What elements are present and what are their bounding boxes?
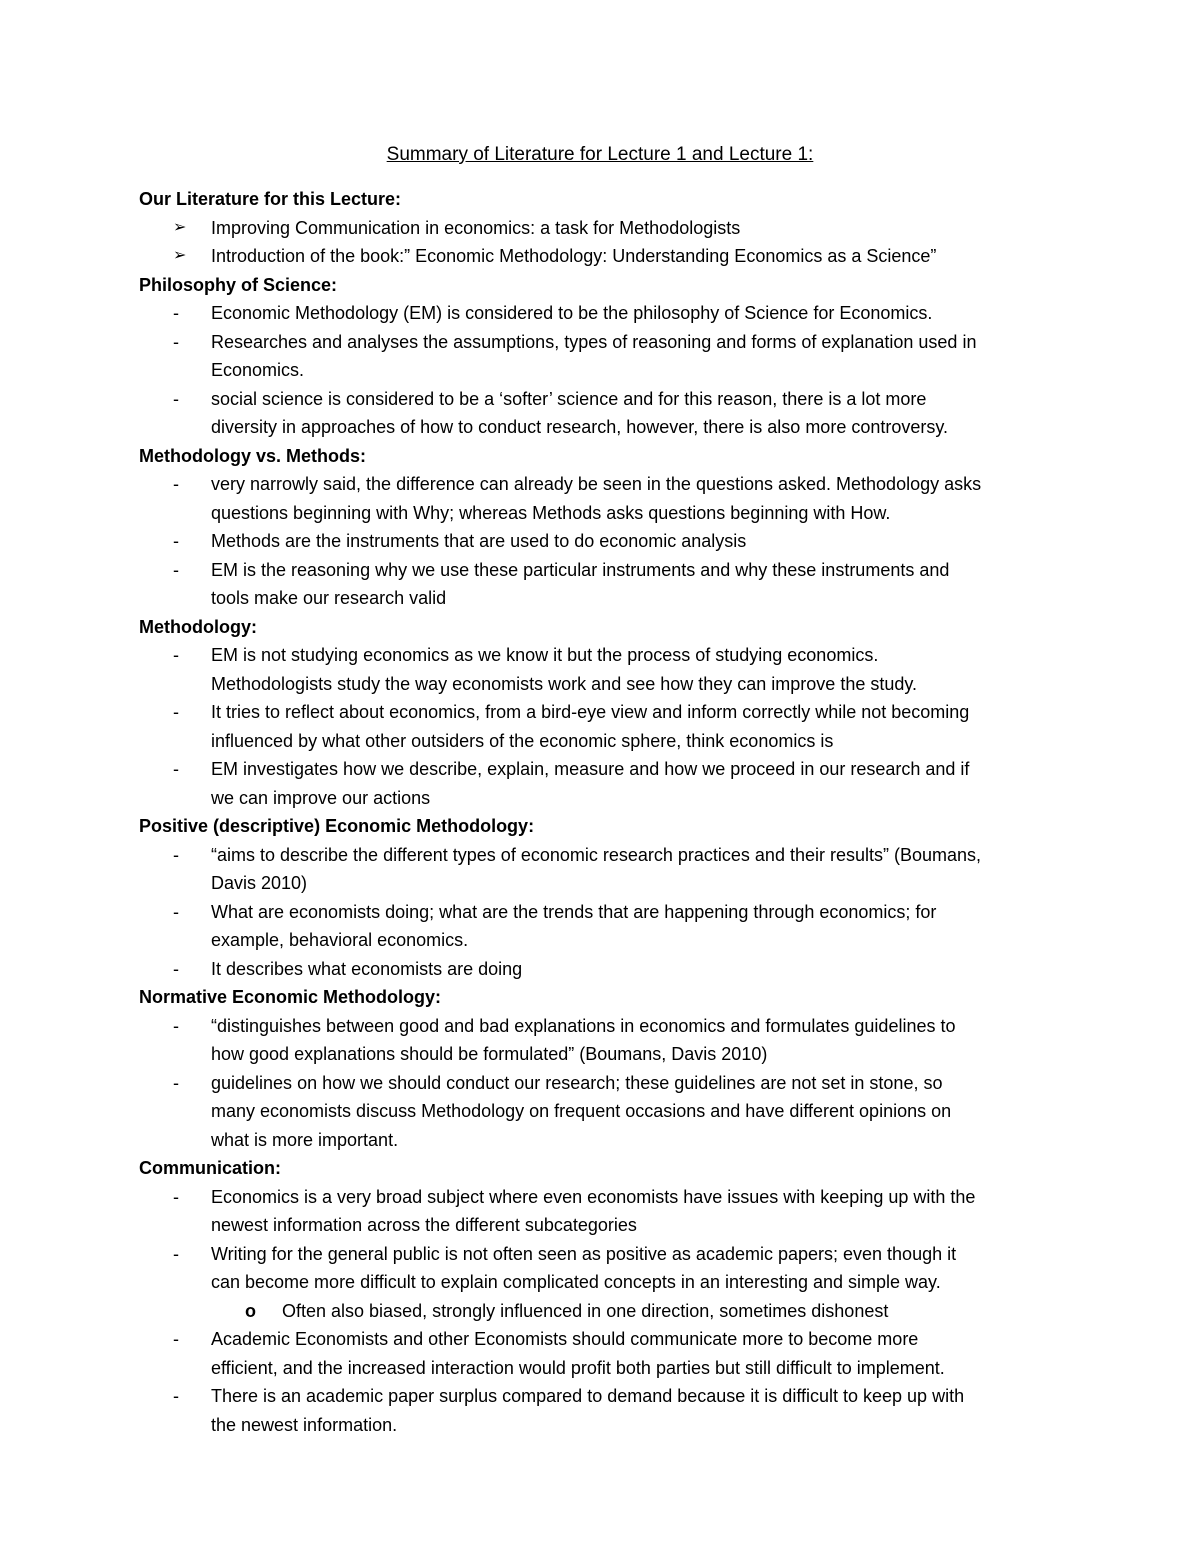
section-heading: Philosophy of Science: bbox=[139, 274, 338, 295]
dash-bullet: - bbox=[173, 901, 179, 922]
list-item-continuation: Davis 2010) bbox=[211, 873, 308, 893]
dash-bullet: - bbox=[173, 1015, 179, 1036]
dash-bullet: - bbox=[173, 531, 179, 551]
list-item bbox=[139, 1012, 1099, 1041]
list-item bbox=[139, 299, 1099, 328]
list-item-text: It tries to reflect about economics, from a bird-eye view and inform correctly while not becoming bbox=[211, 702, 970, 722]
list-item-text: guidelines on how we should conduct our research; these guidelines are not set in stone, so bbox=[211, 1072, 943, 1093]
list-item-continuation: the newest information. bbox=[211, 1414, 398, 1435]
list-item-text: Writing for the general public is not often seen as positive as academic papers; even though it bbox=[211, 1243, 957, 1264]
list-item-text: Improving Communication in economics: a task for Methodologists bbox=[211, 217, 741, 238]
list-item-continuation: Methodologists study the way economists work and see how they can improve the study. bbox=[211, 673, 918, 694]
list-item bbox=[139, 242, 1099, 271]
dash-bullet: - bbox=[173, 844, 179, 865]
dash-bullet: - bbox=[173, 1186, 179, 1207]
list-item-text: Methods are the instruments that are used to do economic analysis bbox=[211, 531, 747, 551]
list-item-text: Economic Methodology (EM) is considered to be the philosophy of Science for Economics. bbox=[211, 303, 933, 323]
list-item-continuation: what is more important. bbox=[211, 1129, 399, 1150]
list-item-continuation: we can improve our actions bbox=[211, 787, 431, 808]
section-heading: Methodology vs. Methods: bbox=[139, 445, 366, 466]
list-item-text: There is an academic paper surplus compared to demand because it is difficult to keep up with bbox=[211, 1386, 965, 1406]
dash-bullet: - bbox=[173, 331, 179, 352]
list-item-continuation: questions beginning with Why; whereas Methods asks questions beginning with How. bbox=[211, 502, 891, 523]
dash-bullet: - bbox=[173, 474, 179, 494]
list-item-text: “distinguishes between good and bad explanations in economics and formulates guidelines to bbox=[211, 1015, 956, 1036]
list-item-text: Economics is a very broad subject where even economists have issues with keeping up with the bbox=[211, 1186, 976, 1207]
arrow-bullet-icon: ➢ bbox=[173, 247, 187, 264]
list-item-continuation: influenced by what other outsiders of the economic sphere, think economics is bbox=[211, 730, 834, 751]
document-title: Summary of Literature for Lecture 1 and Lecture 1: bbox=[386, 144, 814, 165]
section-heading: Communication: bbox=[139, 1158, 281, 1178]
list-item bbox=[139, 1325, 1099, 1354]
arrow-bullet-icon: ➢ bbox=[173, 218, 187, 236]
list-item bbox=[139, 841, 1099, 870]
list-item bbox=[139, 470, 1099, 499]
list-item-text: What are economists doing; what are the trends that are happening through economics; for bbox=[211, 901, 937, 922]
list-item bbox=[139, 1382, 1099, 1411]
list-item bbox=[139, 898, 1099, 927]
list-item bbox=[139, 214, 1099, 243]
list-item bbox=[139, 1183, 1099, 1212]
list-item-continuation: many economists discuss Methodology on frequent occasions and have different opinions on bbox=[211, 1101, 952, 1121]
list-item bbox=[139, 556, 1099, 585]
list-item-continuation: tools make our research valid bbox=[211, 588, 447, 608]
list-item bbox=[139, 527, 1099, 556]
dash-bullet: - bbox=[173, 1072, 179, 1093]
list-item bbox=[139, 1240, 1099, 1269]
dash-bullet: - bbox=[173, 388, 179, 409]
sub-list-item-text: Often also biased, strongly influenced in one direction, sometimes dishonest bbox=[282, 1300, 889, 1321]
dash-bullet: - bbox=[173, 645, 179, 665]
list-item-text: Introduction of the book:” Economic Methodology: Understanding Economics as a Science” bbox=[211, 246, 937, 266]
list-item-text: social science is considered to be a ‘softer’ science and for this reason, there is a lot more bbox=[211, 388, 927, 409]
list-item-continuation: example, behavioral economics. bbox=[211, 930, 469, 950]
dash-bullet: - bbox=[173, 759, 179, 779]
list-item-text: Academic Economists and other Economists should communicate more to become more bbox=[211, 1329, 919, 1349]
list-item-text: EM is the reasoning why we use these particular instruments and why these instruments and bbox=[211, 559, 950, 580]
list-item-continuation: newest information across the different subcategories bbox=[211, 1215, 637, 1235]
section-heading: Methodology: bbox=[139, 616, 257, 637]
list-item-text: It describes what economists are doing bbox=[211, 958, 523, 979]
document-body bbox=[139, 185, 1099, 1439]
dash-bullet: - bbox=[173, 702, 179, 722]
list-item-continuation: Economics. bbox=[211, 360, 305, 380]
circle-bullet: o bbox=[245, 1300, 256, 1321]
list-item bbox=[139, 385, 1099, 414]
dash-bullet: - bbox=[173, 958, 179, 979]
section-heading: Positive (descriptive) Economic Methodology: bbox=[139, 816, 535, 836]
dash-bullet: - bbox=[173, 1329, 179, 1349]
list-item-text: EM investigates how we describe, explain, measure and how we proceed in our research and if bbox=[211, 759, 970, 779]
section-heading: Our Literature for this Lecture: bbox=[139, 189, 402, 209]
dash-bullet: - bbox=[173, 559, 179, 580]
dash-bullet: - bbox=[173, 1386, 179, 1406]
list-item bbox=[139, 1069, 1099, 1098]
section-heading: Normative Economic Methodology: bbox=[139, 987, 442, 1007]
list-item bbox=[139, 641, 1099, 670]
list-item-continuation: diversity in approaches of how to conduct research, however, there is also more controversy. bbox=[211, 417, 949, 437]
dash-bullet: - bbox=[173, 303, 179, 323]
list-item-text: very narrowly said, the difference can already be seen in the questions asked. Methodology asks bbox=[211, 474, 982, 494]
list-item-continuation: how good explanations should be formulated” (Boumans, Davis 2010) bbox=[211, 1044, 768, 1064]
list-item-text: “aims to describe the different types of economic research practices and their results” (Boumans, bbox=[211, 844, 982, 865]
sub-list-item bbox=[139, 1297, 1099, 1326]
list-item bbox=[139, 698, 1099, 727]
list-item bbox=[139, 328, 1099, 357]
list-item bbox=[139, 955, 1099, 984]
list-item-text: EM is not studying economics as we know it but the process of studying economics. bbox=[211, 645, 879, 665]
dash-bullet: - bbox=[173, 1243, 179, 1264]
list-item bbox=[139, 755, 1099, 784]
list-item-continuation: can become more difficult to explain complicated concepts in an interesting and simple way. bbox=[211, 1272, 941, 1292]
list-item-continuation: efficient, and the increased interaction would profit both parties but still difficult to implement. bbox=[211, 1357, 945, 1378]
list-item-text: Researches and analyses the assumptions, types of reasoning and forms of explanation used in bbox=[211, 331, 977, 352]
